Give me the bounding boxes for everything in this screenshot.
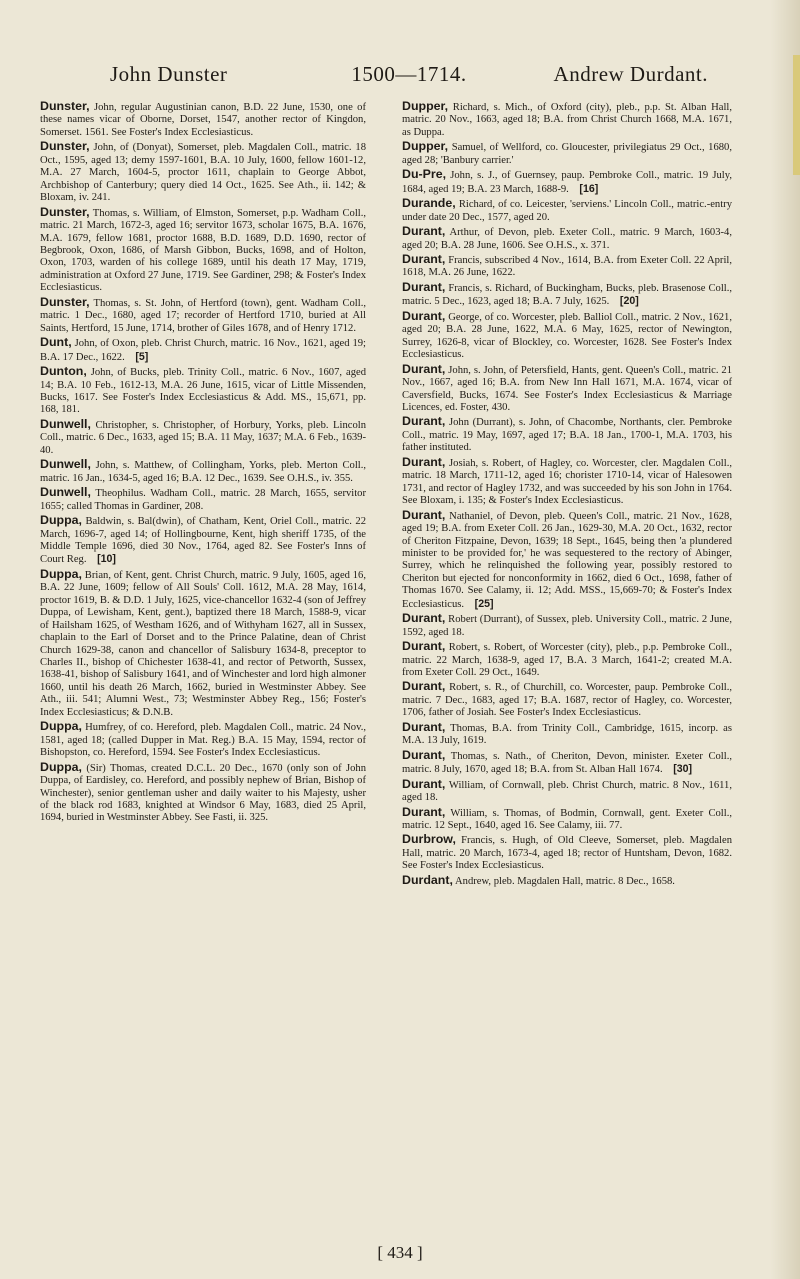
entry-headword: Durant, [402, 308, 446, 323]
entry-text: Samuel, of Wellford, co. Gloucester, privilegiatus 29 Oct., 1680, aged 28; 'Banbury carrier.' [402, 142, 732, 166]
entry-text: Francis, s. Hugh, of Old Cleeve, Somerset, pleb. Magdalen Hall, matric. 20 March, 1673-4, aged 18; rector of Huntsham, Devon, 1682. See Foster's Index Ecclesiasticus. [402, 835, 732, 872]
entry [402, 253, 732, 280]
entry-text: Humfrey, of co. Hereford, pleb. Magdalen Coll., matric. 24 Nov., 1581, aged 18; (called Dupper in Mat. Reg.) B.A. 15 May, 1594, rector of Bishopston, co. Hereford, 1594. See Foster's Index Ecclesiasticus. [40, 722, 366, 759]
entry-text: John, s. Matthew, of Collingham, Yorks, pleb. Merton Coll., matric. 16 Jan., 1634-5, aged 16; B.A. 12 Dec., 1639. See O.H.S., iv. 355. [40, 460, 366, 484]
entry [40, 206, 366, 295]
entry-headword: Dupper, [402, 99, 449, 113]
entry-headword: Dunt, [40, 335, 72, 350]
entry-headword: Durant, [402, 747, 446, 762]
entry [40, 761, 366, 825]
entry-text: John, s. John, of Petersfield, Hants, gent. Queen's Coll., matric. 21 Nov., 1667, aged 16; B.A. from New Inn Hall 1671, M.A. 1674, vicar of Caversfield, Bucks, 1674. See Foster's Index Ecclesiasticus & Marriage Licences, ed. Foster, 430. [402, 364, 732, 413]
right-column [402, 100, 732, 889]
entry-headword: Durant, [402, 507, 446, 522]
entry-text: Nathaniel, of Devon, pleb. Queen's Coll., matric. 21 Nov., 1628, aged 19; B.A. from Exeter Coll. 26 Jan., 1629-30, M.A. 20 Oct., 1632, rector of Cheriton Fitzpaine, Devon, 1639; 18 Sept., 1645, being then 'a plundered minister to be provided for,' he was sequestered to the rectory of Abinger, Surrey, which he relinquished the following year, possibly restored to Cheriton but ejected for nonconformity in 1662, died 6 Oct., 1698, father of Thomas 1670. See Calamy, ii. 12; Add. MSS., 15,669-70; & Foster's Index Ecclesiasticus. [402, 510, 732, 610]
entry-headword: Duppa, [40, 513, 82, 528]
entry-headword: Durbrow, [402, 832, 456, 847]
entry-text: Robert (Durrant), of Sussex, pleb. University Coll., matric. 2 June, 1592, aged 18. [402, 614, 732, 638]
entry-text: Thomas, s. St. John, of Hertford (town), gent. Wadham Coll., matric. 1 Dec., 1680, aged 17; recorder of Hertford 1710, buried at All Saints, Hertford, 15 June, 1714, brother of Giles 1678, and of Henry 1712. [40, 297, 366, 334]
entry-number-badge: [16] [568, 182, 599, 195]
entry-text: John, of Oxon, pleb. Christ Church, matric. 16 Nov., 1621, aged 19; B.A. 17 Dec., 1622. [40, 338, 366, 363]
entry-text: Thomas, s. William, of Elmston, Somerset, p.p. Wadham Coll., matric. 21 March, 1672-3, aged 16; servitor 1673, scholar 1675, B.A. 1676, M.A. 1679, fellow 1681, proctor 1688, B.D. 1689, D.D. 1690, rector of Begbrook, Oxon, 1686, of Marsh Gibbon, Bucks, 1698, and of Holton, Oxon, 1703, warden of his college 1689, until his death 17 May, 1719, administration at Oxford 27 June, 1719. See Gardiner, 298; & Foster's Index Ecclesiasticus. [40, 207, 366, 294]
entry-headword: Dunster, [40, 204, 90, 219]
entry-headword: Dupper, [402, 139, 449, 154]
entry [402, 140, 732, 167]
entry-headword: Durant, [402, 776, 446, 791]
entry [402, 456, 732, 508]
entry [402, 415, 732, 454]
page-number: [ 434 ] [377, 1243, 423, 1262]
entry-text: Christopher, s. Christopher, of Horbury, Yorks, pleb. Lincoln Coll., matric. 6 Dec., 1633, aged 15; B.A. 11 May, 1637; M.A. 6 Feb., 1639-40. [40, 419, 366, 456]
entry [40, 568, 366, 719]
entry-headword: Durant, [402, 679, 446, 694]
entry-text: (Sir) Thomas, created D.C.L. 20 Dec., 1670 (only son of John Duppa, of Eardisley, co. Hereford, and possibly nephew of Brian, Bishop of Winchester), senior gentleman usher and daily waiter to his Majesty, usher of the black rod 1683, knighted at Windsor 6 May, 1683, died 25 April, 1694, buried in Westminster Abbey. See Fasti, ii. 325. [40, 762, 366, 824]
entry [402, 100, 732, 139]
entry [40, 336, 366, 364]
entry-headword: Dunwell, [40, 416, 91, 431]
entry-headword: Durant, [402, 639, 446, 654]
entry-text: William, of Cornwall, pleb. Christ Church, matric. 8 Nov., 1611, aged 18. [402, 779, 732, 804]
entry-headword: Durant, [402, 611, 446, 626]
entry-number-badge: [5] [124, 350, 149, 363]
entry-text: Robert, s. Robert, of Worcester (city), pleb., p.p. Pembroke Coll., matric. 22 March, 1638-9, aged 17, B.A. 3 March, 1641-2; created M.A. from Exeter Coll. 29 Oct., 1649. [402, 642, 732, 679]
entry-headword: Duppa, [40, 566, 82, 581]
entry-text: George, of co. Worcester, pleb. Balliol Coll., matric. 2 Nov., 1621, aged 20; B.A. 28 June, 1622, M.A. 6 May, 1625, rector of Newington, Surrey, 1626-8, vicar of Blockley, co. Worcester, 1628. See Foster's Index Ecclesiasticus. [402, 311, 732, 361]
entry-headword: Durant, [402, 251, 446, 266]
entry [402, 281, 732, 309]
header-last-entry: Andrew Durdant. [553, 62, 708, 86]
entry [40, 365, 366, 417]
entry-text: Francis, subscribed 4 Nov., 1614, B.A. from Exeter Coll. 22 April, 1618, M.A. 26 June, 1622. [402, 254, 732, 279]
entry-text: Francis, s. Richard, of Buckingham, Bucks, pleb. Brasenose Coll., matric. 5 Dec., 1623, aged 18; B.A. 7 July, 1625. [402, 282, 732, 308]
entry [402, 721, 732, 748]
entry-headword: Durant, [402, 361, 446, 376]
entry-number-badge: [10] [86, 553, 116, 566]
entry [402, 806, 732, 833]
entry [40, 486, 366, 513]
entry [40, 100, 366, 139]
entry [402, 509, 732, 612]
entry [402, 363, 732, 415]
entry-headword: Durant, [402, 804, 446, 819]
entry [402, 197, 732, 224]
page-edge-shadow [770, 0, 800, 1279]
entry [402, 168, 732, 196]
entry-text: John (Durrant), s. John, of Chacombe, Northants, cler. Pembroke Coll., matric. 19 May, 1697, aged 17; B.A. 18 Jan., 1700-1, M.A. 1703, his father instituted. [402, 417, 732, 454]
entry [402, 640, 732, 679]
entry-text: Theophilus. Wadham Coll., matric. 28 March, 1655, servitor 1655; called Thomas in Gardiner, 208. [40, 488, 366, 512]
entry-number-badge: [20] [609, 295, 639, 308]
entry-headword: Durant, [402, 224, 446, 239]
entry-text: Andrew, pleb. Magdalen Hall, matric. 8 Dec., 1658. [452, 875, 675, 887]
entry-headword: Durdant, [402, 872, 453, 887]
entry [402, 612, 732, 639]
entry-headword: Dunton, [40, 364, 87, 379]
header-first-entry: John Dunster [110, 62, 228, 86]
entry-text: John, regular Augustinian canon, B.D. 22 June, 1530, one of these names vicar of Oborne, Dorset, 1547, another rector of Kingdon, Somerset. 1561. See Foster's Index Ecclesiasticus. [40, 102, 366, 138]
entry [402, 225, 732, 252]
left-column [40, 100, 366, 826]
entry-text: William, s. Thomas, of Bodmin, Cornwall, gent. Exeter Coll., matric. 12 Sept., 1640, aged 16. See Calamy, iii. 77. [402, 807, 732, 832]
running-header [110, 62, 708, 88]
entry [402, 680, 732, 719]
entry-headword: Durant, [402, 454, 446, 469]
entry-headword: Du-Pre, [402, 167, 447, 182]
entry-headword: Duppa, [40, 719, 82, 734]
entry [40, 418, 366, 457]
entry [40, 296, 366, 335]
entry-text: Thomas, B.A. from Trinity Coll., Cambridge, 1615, incorp. as M.A. 13 July, 1619. [402, 722, 732, 747]
entry [40, 514, 366, 567]
entry-text: Brian, of Kent, gent. Christ Church, matric. 9 July, 1605, aged 16, B.A. 22 June, 1609; fellow of All Souls' Coll. 1612, M.A. 28 May, 1614, proctor 1619, B. & D.D. 1 July, 1625, vice-chancellor 1632-4 (son of Jeffrey Duppa, of Lewisham, Kent, gent.), baptized there 18 March, 1588-9, vicar of Hailsham 1625, of Westham 1626, and of Withyham 1627, all in Sussex, chaplain to the Earl of Dorset and to the Prince Palatine, dean of Christ Church 1629-38, canon and chancellor of Salisbury 1634-8, preceptor to Charles II., bishop of Chichester 1638-41, and rector of Petworth, Sussex, 1638-41, bishop of Salisbury 1641, and of Winchester and lord high almoner 1660, until his death 26 March, 1662, buried in Westminster Abbey. See Ath., iii. 541; Alumni West., 73; Westminster Abbey Reg., 156; Foster's Index Ecclesiasticus; & D.N.B. [40, 569, 366, 718]
entry-text: Josiah, s. Robert, of Hagley, co. Worcester, cler. Magdalen Coll., matric. 18 March, 1711-12, aged 16; chorister 1710-14, vicar of Halesowen 1731, and rector of Hagley 1732, and was succeeded by his son John in 1764. See Bloxam, i. 135; & Foster's Index Ecclesiasticus. [402, 457, 732, 507]
page-edge-tab [793, 55, 800, 175]
entry-text: John, s. J., of Guernsey, paup. Pembroke Coll., matric. 19 July, 1684, aged 19; B.A. 23 March, 1688-9. [402, 170, 732, 195]
entry-headword: Durant, [402, 719, 446, 734]
entry [402, 310, 732, 362]
entry-text: Richard, of co. Leicester, 'serviens.' Lincoln Coll., matric.-entry under date 20 Dec., 1577, aged 20. [402, 199, 732, 223]
header-date-range: 1500—1714. [351, 62, 467, 86]
entry-headword: Duppa, [40, 759, 82, 774]
entry [40, 140, 366, 204]
entry-headword: Dunster, [40, 294, 90, 309]
entry-headword: Durande, [402, 196, 456, 211]
entry-number-badge: [25] [464, 597, 494, 610]
entry-headword: Durant, [402, 279, 446, 294]
entry [402, 833, 732, 872]
entry-text: Arthur, of Devon, pleb. Exeter Coll., matric. 9 March, 1603-4, aged 20; B.A. 28 June, 1606. See O.H.S., x. 371. [402, 227, 732, 251]
entry-text: Thomas, s. Nath., of Cheriton, Devon, minister. Exeter Coll., matric. 8 July, 1670, aged 18; B.A. from St. Alban Hall 1674. [402, 750, 732, 776]
entry [40, 720, 366, 759]
entry-headword: Dunwell, [40, 457, 91, 472]
entry-text: Baldwin, s. Bal(dwin), of Chatham, Kent, Oriel Coll., matric. 22 March, 1696-7, aged 14; of Hollingbourne, Kent, high sheriff 1735, of the Middle Temple 1696, died 30 Nov., 1764, aged 82. See Foster's Inns of Court Reg. [40, 516, 366, 566]
entry-text: Richard, s. Mich., of Oxford (city), pleb., p.p. St. Alban Hall, matric. 20 Nov., 1663, aged 18; B.A. from Christ Church 1668, M.A. 1671, as Duppa. [402, 102, 732, 138]
entry [402, 874, 732, 888]
entry-text: John, of Bucks, pleb. Trinity Coll., matric. 6 Nov., 1607, aged 14; B.A. 10 Feb., 1612-13, M.A. 26 June, 1615, vicar of Little Missenden, Bucks, 1617. See Foster's Index Ecclesiasticus & Add. MS., 15,671, pp. 168, 181. [40, 367, 366, 416]
entry-headword: Dunster, [40, 139, 90, 154]
entry-headword: Dunster, [40, 99, 90, 113]
entry-text: Robert, s. R., of Churchill, co. Worcester, paup. Pembroke Coll., matric. 7 Dec., 1683, aged 17; B.A. 1687, rector of Hagley, co. Worcester, 1706, father of Josiah. See Foster's Index Ecclesiasticus. [402, 682, 732, 719]
entry [402, 778, 732, 805]
entry [40, 458, 366, 485]
entry-headword: Dunwell, [40, 485, 91, 500]
entry-text: John, of (Donyat), Somerset, pleb. Magdalen Coll., matric. 18 Oct., 1595, aged 13; demy 1597-1601, B.A. 10 July, 1600, fellow 1601-12, M.A. 27 March, 1604-5, proctor 1611, chaplain to George Abbot, Archbishop of Canterbury; query died 14 Oct., 1625. See Ath., ii. 142; & Bloxam, iv. 241. [40, 142, 366, 204]
entry [402, 749, 732, 777]
entry-headword: Durant, [402, 414, 446, 429]
entry-number-badge: [30] [662, 763, 693, 776]
